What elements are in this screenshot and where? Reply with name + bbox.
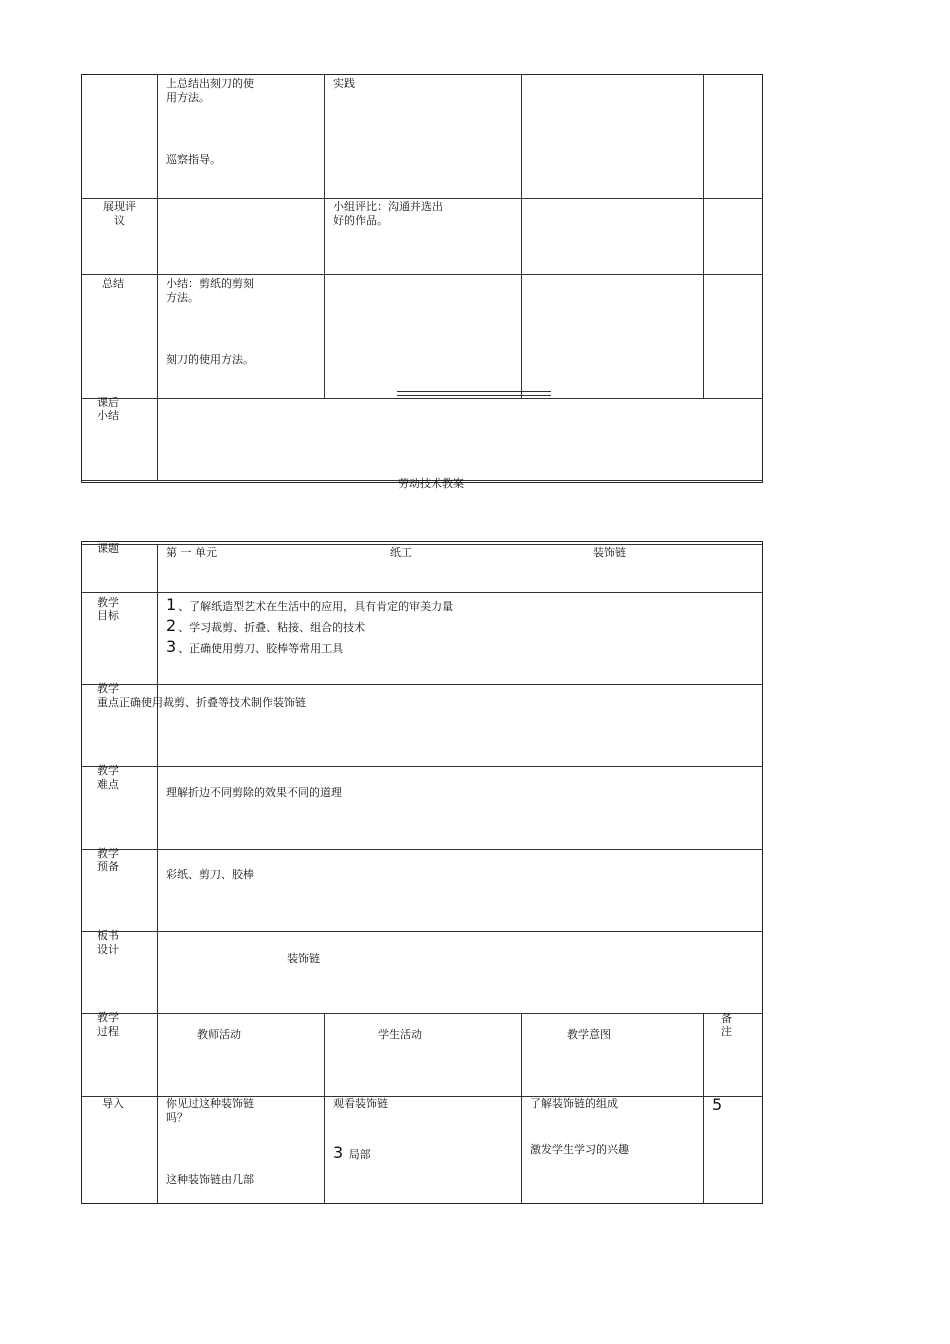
row-divider — [81, 198, 763, 199]
column-divider — [324, 1013, 325, 1203]
teacher-text: 方法。 — [166, 291, 199, 304]
intent-header: 教学意图 — [567, 1028, 611, 1041]
process-label: 过程 — [97, 1025, 119, 1038]
teacher-text: 用方法。 — [166, 91, 210, 104]
column-divider — [157, 544, 158, 1203]
difficulty-label: 教学 — [97, 764, 119, 777]
row-label: 议 — [114, 214, 125, 227]
intro-teacher-text: 这种装饰链由几部 — [166, 1173, 254, 1186]
goal-item: 3 、正确使用剪刀、胶棒等常用工具 — [166, 637, 344, 656]
lesson-title: 装饰链 — [593, 546, 626, 559]
difficulty-label: 难点 — [97, 778, 119, 791]
teacher-text: 小结：剪纸的剪刻 — [166, 277, 254, 290]
intro-label: 导入 — [102, 1097, 124, 1110]
intro-teacher-text: 吗？ — [166, 1111, 188, 1124]
key-points-label: 教学 — [97, 682, 119, 695]
row-divider — [81, 592, 763, 593]
intro-teacher-text: 你见过这种装饰链 — [166, 1097, 254, 1110]
goals-label: 目标 — [97, 609, 119, 622]
student-text: 实践 — [333, 77, 355, 90]
goals-label: 教学 — [97, 596, 119, 609]
teacher-activity-header: 教师活动 — [197, 1028, 241, 1041]
column-divider — [324, 74, 325, 398]
row-label: 展现评 — [103, 200, 136, 213]
intro-intent-text: 激发学生学习的兴趣 — [530, 1143, 629, 1156]
column-divider — [521, 1013, 522, 1203]
prep-label: 预备 — [97, 860, 119, 873]
row-divider — [81, 931, 763, 932]
row-divider — [81, 766, 763, 767]
student-text: 小组评比：沟通并选出 — [333, 200, 443, 213]
row-label: 小结 — [97, 409, 119, 422]
student-activity-header: 学生活动 — [378, 1028, 422, 1041]
double-rule — [397, 391, 551, 396]
row-label: 总结 — [102, 277, 124, 290]
goal-item: 2 、学习裁剪、折叠、粘接、组合的技术 — [166, 616, 366, 635]
topic-label: 课题 — [97, 542, 119, 555]
teacher-text: 上总结出刻刀的使 — [166, 77, 254, 90]
teacher-text: 巡察指导。 — [166, 153, 221, 166]
goal-item: 1 、了解纸造型艺术在生活中的应用，具有肯定的审美力量 — [166, 595, 454, 614]
table-top-double — [81, 544, 763, 545]
row-divider — [81, 398, 763, 399]
page-caption: 劳动技术教案 — [398, 477, 464, 490]
column-divider — [157, 74, 158, 481]
row-divider — [81, 274, 763, 275]
board-text: 装饰链 — [287, 952, 320, 965]
column-divider — [703, 1013, 704, 1203]
prep-text: 彩纸、剪刀、胶棒 — [166, 868, 254, 881]
row-divider — [81, 1013, 763, 1014]
intro-note: 5 — [712, 1095, 723, 1114]
intro-student-text: 观看装饰链 — [333, 1097, 388, 1110]
row-divider — [81, 849, 763, 850]
unit-text: 第 一 单元 — [166, 546, 217, 559]
category-text: 纸工 — [390, 546, 412, 559]
row-label: 课后 — [97, 396, 119, 409]
intro-intent-text: 了解装饰链的组成 — [530, 1097, 618, 1110]
board-label: 设计 — [97, 943, 119, 956]
column-divider — [521, 74, 522, 398]
note-header: 备 — [721, 1012, 732, 1025]
row-divider — [81, 684, 763, 685]
prep-label: 教学 — [97, 847, 119, 860]
board-label: 板书 — [97, 929, 119, 942]
teacher-text: 刻刀的使用方法。 — [166, 353, 254, 366]
note-header: 注 — [721, 1025, 732, 1038]
key-points-text: 重点正确使用裁剪、折叠等技术制作装饰链 — [97, 696, 306, 709]
intro-student-parts: 3 局部 — [333, 1143, 371, 1162]
process-label: 教学 — [97, 1011, 119, 1024]
column-divider — [703, 74, 704, 398]
student-text: 好的作品。 — [333, 214, 388, 227]
difficulty-text: 理解折边不同剪除的效果不同的道理 — [166, 786, 342, 799]
